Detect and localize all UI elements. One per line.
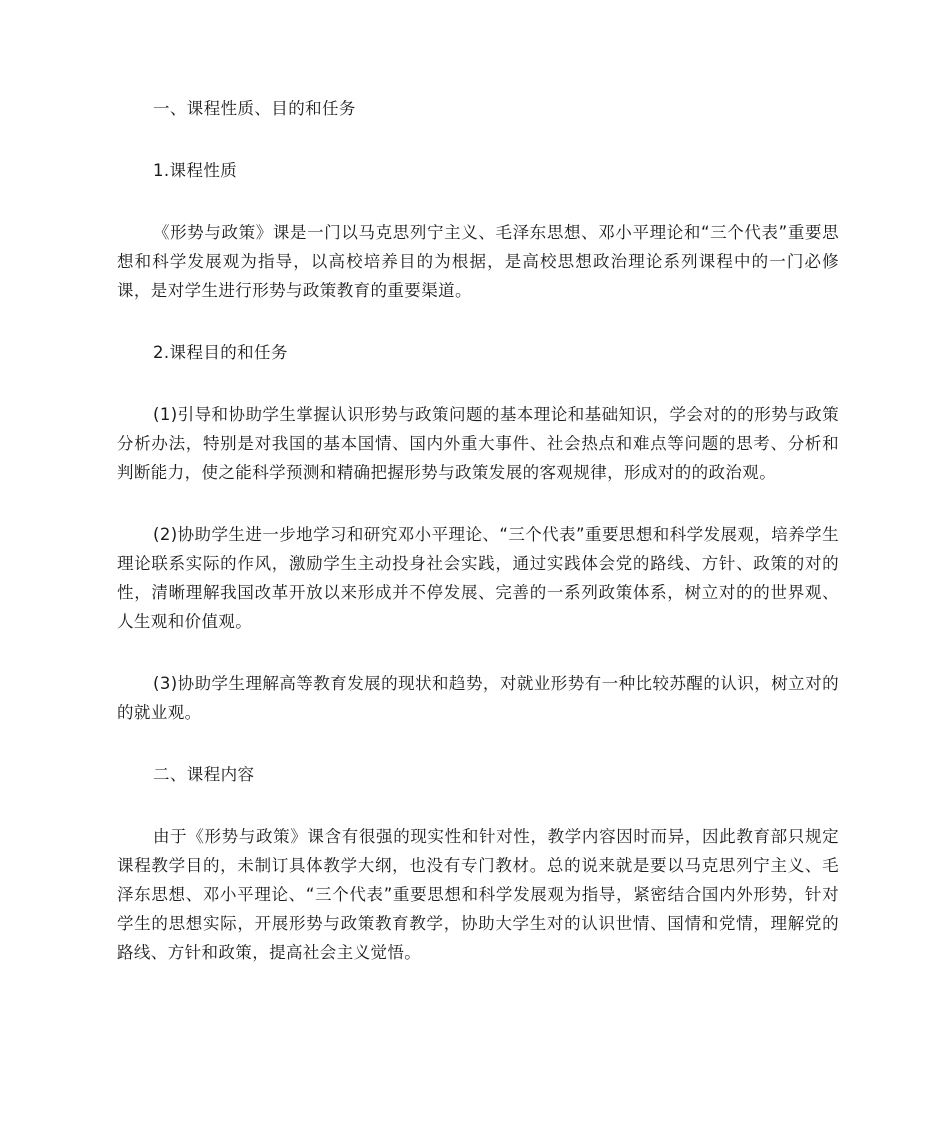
objective-item-3: (3)协助学生理解高等教育发展的现状和趋势，对就业形势有一种比较苏醒的认识，树立对的的就业观。: [117, 674, 839, 722]
course-content-paragraph: 由于《形势与政策》课含有很强的现实性和针对性，教学内容因时而异，因此教育部只规定课程教学目的，未制订具体教学大纲，也没有专门教材。总的说来就是要以马克思列宁主义、毛泽东思想、邓小平理论、“三个代表”重要思想和科学发展观为指导，紧密结合国内外形势，针对学生的思想实际，开展形势与政策教育教学，协助大学生对的认识世情、国情和党情，理解党的路线、方针和政策，提高社会主义觉悟。: [117, 827, 839, 962]
document-page: [117, 94, 839, 967]
section-heading-1: 一、课程性质、目的和任务: [153, 99, 356, 118]
section-heading-2: 二、课程内容: [153, 765, 255, 784]
subsection-heading-2: 2.课程目的和任务: [153, 343, 288, 362]
course-nature-paragraph: 《形势与政策》课是一门以马克思列宁主义、毛泽东思想、邓小平理论和“三个代表”重要思想和科学发展观为指导，以高校培养目的为根据，是高校思想政治理论系列课程中的一门必修课，是对学生进行形势与政策教育的重要渠道。: [117, 223, 839, 300]
objective-item-1: (1)引导和协助学生掌握认识形势与政策问题的基本理论和基础知识，学会对的的形势与政策分析办法，特别是对我国的基本国情、国内外重大事件、社会热点和难点等问题的思考、分析和判断能力，使之能科学预测和精确把握形势与政策发展的客观规律，形成对的的政治观。: [117, 405, 839, 482]
objective-item-2: (2)协助学生进一步地学习和研究邓小平理论、“三个代表”重要思想和科学发展观，培养学生理论联系实际的作风，激励学生主动投身社会实践，通过实践体会党的路线、方针、政策的对的性，清晰理解我国改革开放以来形成并不停发展、完善的一系列政策体系，树立对的的世界观、人生观和价值观。: [117, 525, 839, 631]
subsection-heading-1: 1.课程性质: [153, 161, 238, 180]
